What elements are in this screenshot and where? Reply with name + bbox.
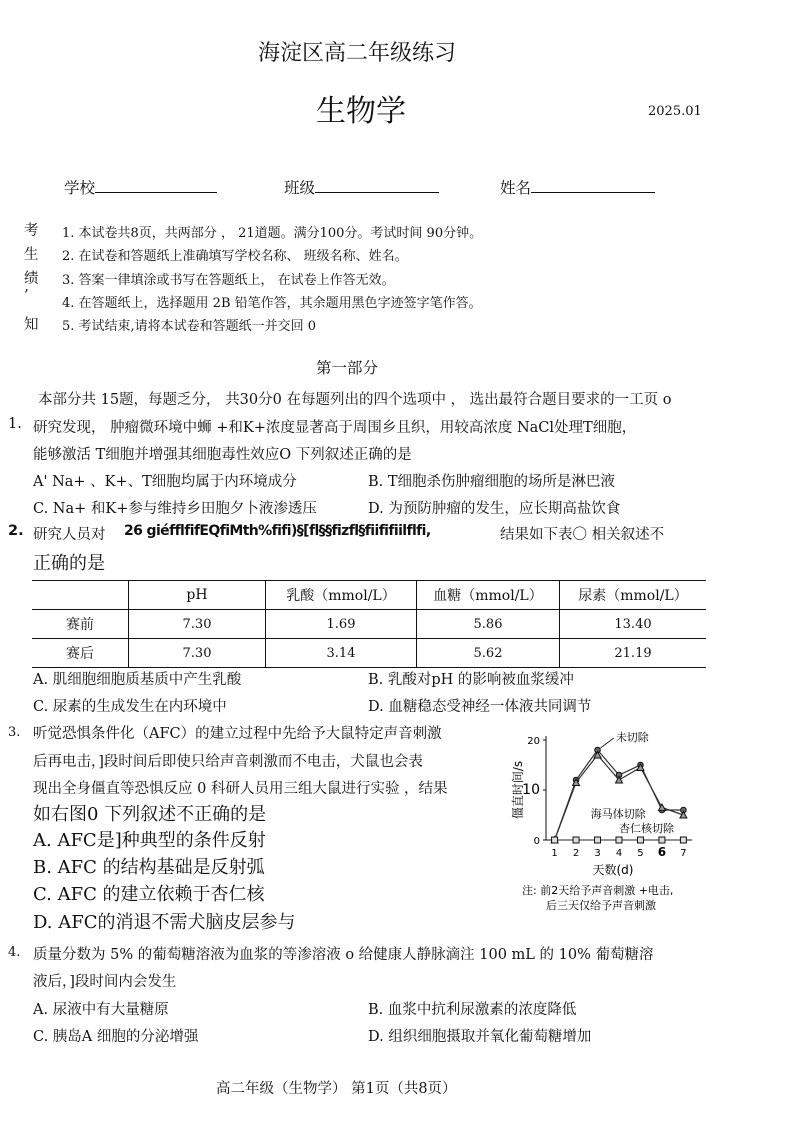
q2-stem-start: 研究人员对 xyxy=(33,527,106,543)
instruction-item: 4. 在答题纸上，选择题用 2B 铅笔作答，其余题用黑色字迹签字笔作答。 xyxy=(62,296,482,311)
name-label: 姓名 xyxy=(500,179,532,197)
question-number: 2. xyxy=(8,523,24,539)
q2-stem-garbled: 26 giéfflfifEQfiMth%fifi)§[fl§§fizfl§fiififiilflfi, xyxy=(124,523,431,539)
part-intro: 本部分共 15题，每题乏分， 共30分0 在每题列出的四个选项中 ， 选出最符合题目要求的一工页 o xyxy=(38,392,672,408)
q1-option-c: C. Na+ 和K+参与维持乡田胞夕卜液渗透压 xyxy=(33,501,317,517)
side-label-3: 绩 xyxy=(24,271,39,287)
table-cell: 3.14 xyxy=(266,639,417,668)
data-point xyxy=(680,837,686,843)
data-point xyxy=(552,837,558,843)
q3-option-a: A. AFC是]种典型的条件反射 xyxy=(33,830,266,851)
side-label-5: 知 xyxy=(24,317,39,333)
page-footer: 高二年级（生物学） 第1页（共8页） xyxy=(216,1081,457,1097)
table-header-row xyxy=(32,581,706,610)
chart-note: 后三天仅给予声音刺激 xyxy=(546,899,656,912)
q1-option-a: A' Na+ 、K+、T细胞均属于内环境成分 xyxy=(33,474,297,490)
class-label: 班级 xyxy=(284,179,316,197)
q1-option-d: D. 为预防肿瘤的发生，应长期高盐饮食 xyxy=(368,501,621,517)
series-label: 海马体切除 xyxy=(590,807,646,821)
data-point xyxy=(616,837,622,843)
school-field xyxy=(64,176,217,198)
data-point xyxy=(637,837,643,843)
chart-marks xyxy=(551,730,687,843)
school-blank xyxy=(95,177,217,193)
side-label-4: ’ xyxy=(24,288,29,304)
table-header-cell xyxy=(32,581,129,610)
label-leader xyxy=(601,738,614,748)
class-field xyxy=(284,176,439,198)
y-tick-label: 20 xyxy=(527,736,540,747)
subject-title: 生物学 xyxy=(316,94,406,129)
school-label: 学校 xyxy=(64,179,96,197)
instruction-item: 2. 在试卷和答题纸上准确填写学校名称、 班级名称、姓名。 xyxy=(62,249,408,264)
table-row xyxy=(32,610,706,639)
exam-date: 2025.01 xyxy=(648,104,702,119)
exam-title: 海淀区高二年级练习 xyxy=(258,41,457,66)
data-point xyxy=(659,837,665,843)
q1-stem-line2: 能够激活 T细胞并增强其细胞毒性效应O 下列叙述正确的是 xyxy=(33,447,412,463)
q2-stem-line2: 正确的是 xyxy=(33,553,105,574)
instruction-item: 3. 答案一律填涂或书写在答题纸上， 在试卷上作答无效。 xyxy=(62,273,395,288)
q1-stem-line1: 研究发现， 肿瘤微环境中蛳 +和K+浓度显著高于周围乡且织，用较高浓度 NaCl处理T细胞， xyxy=(33,420,637,436)
table-cell: 21.19 xyxy=(560,639,707,668)
y-tick-label: 10 xyxy=(522,782,540,798)
table-cell: 1.69 xyxy=(266,610,417,639)
name-field xyxy=(500,176,655,198)
instruction-item: 1. 本试卷共8页，共两部分 ， 21道题。满分100分。考试时间 90分钟。 xyxy=(62,226,483,241)
q1-option-b: B. T细胞杀伤肿瘤细胞的场所是淋巴液 xyxy=(368,474,616,490)
x-tick-label: 7 xyxy=(680,848,687,859)
q2-option-a: A. 肌细胞细胞质基质中产生乳酸 xyxy=(33,672,242,688)
part-heading: 第一部分 xyxy=(316,359,379,377)
question-number: 4. xyxy=(8,945,21,960)
q2-option-b: B. 乳酸对pH 的影响被血浆缓冲 xyxy=(368,672,574,688)
x-tick-label: 2 xyxy=(572,848,580,859)
x-tick-label: 1 xyxy=(551,848,558,859)
table-row xyxy=(32,639,706,668)
table-cell: 赛前 xyxy=(32,610,129,639)
q2-option-d: D. 血糖稳态受神经一体液共同调节 xyxy=(368,699,592,715)
data-point xyxy=(573,837,579,843)
q4-option-d: D. 组织细胞摄取并氧化葡萄糖增加 xyxy=(368,1029,592,1045)
x-axis-label: 天数(d) xyxy=(592,863,634,877)
table-header-cell: 乳酸（mmol/L） xyxy=(266,581,417,610)
q3-stem-line1: 听觉恐惧条件化（AFC）的建立过程中先给予大鼠特定声音刺激 xyxy=(33,726,442,742)
q3-option-c: C. AFC 的建立依赖于杏仁核 xyxy=(33,884,265,905)
table-header-cell: 尿素（mmol/L） xyxy=(560,581,707,610)
q3-option-d: D. AFC的消退不需犬脑皮层参与 xyxy=(33,912,296,933)
table-header-cell: pH xyxy=(129,581,266,610)
series-label: 杏仁核切除 xyxy=(619,822,674,835)
q4-option-b: B. 血浆中抗利尿激素的浓度降低 xyxy=(368,1002,577,1018)
table-cell: 赛后 xyxy=(32,639,129,668)
data-point xyxy=(595,837,601,843)
series-label: 未切除 xyxy=(615,731,649,744)
x-tick-label: 6 xyxy=(657,845,667,859)
q2-option-c: C. 尿素的生成发生在内环境中 xyxy=(33,699,227,715)
x-tick-label: 5 xyxy=(637,848,644,859)
table-cell: 5.86 xyxy=(417,610,560,639)
q2-data-table xyxy=(32,580,706,668)
chart-note: 注: 前2天给予声音刺激 +电击, xyxy=(522,884,674,897)
q3-stem-line4: 如右图0 下列叙述不正确的是 xyxy=(33,804,267,825)
side-label-1: 考 xyxy=(24,223,39,239)
q4-stem-line2: 液后，]段时间内会发生 xyxy=(33,974,177,990)
table-cell: 7.30 xyxy=(129,610,266,639)
q3-stem-line3: 现出全身僵直等恐惧反应 0 科研人员用三组大鼠进行实验 ，结果 xyxy=(33,781,448,797)
table-cell: 13.40 xyxy=(560,610,707,639)
q3-option-b: B. AFC 的结构基础是反射弧 xyxy=(33,857,265,878)
question-number: 1. xyxy=(8,416,22,432)
side-label-2: 生 xyxy=(24,247,39,263)
q4-option-c: C. 胰岛A 细胞的分泌增强 xyxy=(33,1029,199,1045)
y-tick-label: 0 xyxy=(533,836,540,847)
class-blank xyxy=(315,177,439,193)
q4-option-a: A. 尿液中有大量糖原 xyxy=(33,1002,169,1018)
afc-line-chart xyxy=(500,728,710,918)
x-tick-label: 3 xyxy=(594,848,601,859)
question-number: 3. xyxy=(8,725,21,740)
x-tick-label: 4 xyxy=(615,848,623,859)
name-blank xyxy=(531,177,655,193)
table-header-cell: 血糖（mmol/L） xyxy=(417,581,560,610)
q4-stem-line1: 质量分数为 5% 的葡萄糖溶液为血浆的等渗溶液 o 给健康人静脉滴注 100 mL 的 10% 葡萄糖溶 xyxy=(33,947,654,963)
q3-stem-line2: 后再电击，]段时间后即使只给声音刺激而不电击，犬鼠也会表 xyxy=(33,754,423,770)
y-axis-label: 僵直时间/s xyxy=(511,760,525,820)
q2-stem-end: 结果如下表〇 相关叙述不 xyxy=(500,527,665,543)
table-cell: 7.30 xyxy=(129,639,266,668)
table-cell: 5.62 xyxy=(417,639,560,668)
instruction-item: 5. 考试结束,请将本试卷和答题纸一并交回 0 xyxy=(62,319,317,334)
